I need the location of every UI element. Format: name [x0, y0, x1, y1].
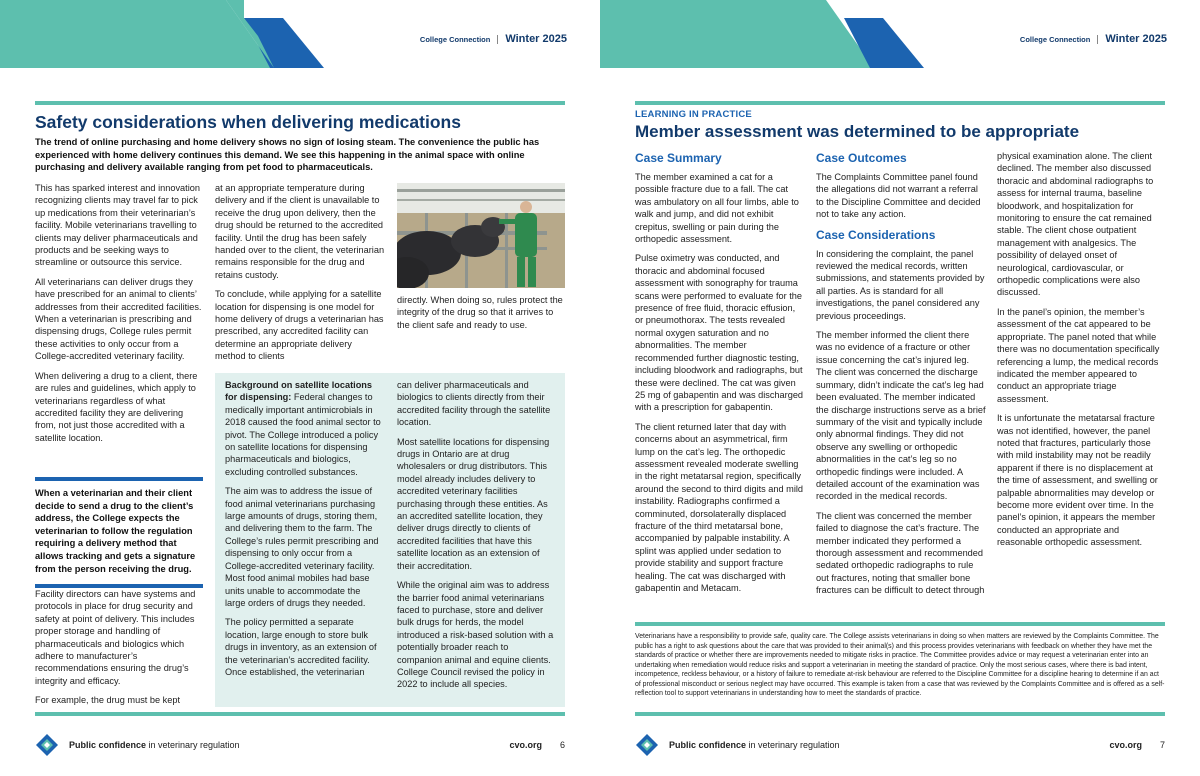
footer-website-link[interactable]: cvo.org: [1109, 740, 1142, 750]
paragraph: Pulse oximetry was conducted, and thoracic and abdominal focused assessment with sonography for trauma scans were performed to evaluate for the presence of free fluid, thoracic effusion, or pneumothorax. The tests revealed normal oxygen saturation and no abnormalities. The member recommended further diagnostic testing, including bloodwork and radiographs, but these were declined. The cat was given 25 mg of gabapentin and was discharged with a prescription for gabapentin.: [635, 253, 804, 413]
article-title: Safety considerations when delivering medications: [35, 112, 461, 132]
disclaimer-text: Veterinarians have a responsibility to provide safe, quality care. The College assists veterinarians in doing so when matters are reviewed by the Complaints Committee. The public has a right to ask questions about the care that was provided to their animal(s) and this process provides veterinarians with feedback on whether they have met the standards of practice or whether there are improvements needed to mitigate risks in practice. The Committee provides advice or may request a veterinarian enter into an undertaking when remediation would reduce risks and support a veterinarian in meeting the standard of practice. Only the most serious cases, where there is bad intent, incompetence, reckless behaviour, or a history of failure to remediate at-risk behaviour are referred to the Discipline Committee for a discipline hearing to determine if an act of professional misconduct or serious neglect may have occurred. This example is taken from a case that was reviewed by the Complaints Committee and is offered as a self-reflection tool to support veterinarians in understanding how to meet the standards of practice.: [635, 633, 1165, 697]
right-column-3: [997, 150, 1167, 556]
issue-season: Winter 2025: [1105, 33, 1167, 45]
case-considerations-heading: Case Considerations: [816, 227, 936, 242]
paragraph: at an appropriate temperature during delivery and if the client is unavailable to receive the drug upon delivery, then the drug should be returned to the accredited facility. Until the drug has been safely handed over to the client, the veterinarian remains responsible for the drug and retains custody.: [215, 183, 385, 280]
left-column-1: [35, 182, 205, 451]
paragraph: Facility directors can have systems and protocols in place for drug security and safety at point of delivery. This includes proper storage and handling of pharmaceuticals and biologics which adhere to manufacturer’s recommendations ensuring the drug’s integrity and efficacy.: [35, 589, 196, 686]
footer-tagline-rest: in veterinary regulation: [746, 740, 840, 750]
section-kicker: LEARNING IN PRACTICE: [635, 109, 752, 120]
paragraph: The member examined a cat for a possible fracture due to a fall. The cat was ambulatory on all four limbs, able to walk and jump, and did not exhibit crepitus, swelling or pain during the orthopedic assessment.: [635, 172, 799, 245]
bottom-rule: [35, 712, 565, 716]
paragraph: In considering the complaint, the panel reviewed the medical records, written submissions, and statements provided by all parties. As is standard for all investigations, the panel considered any previous proceedings.: [816, 248, 985, 321]
paragraph: directly. When doing so, rules protect the integrity of the drug so that it arrives to the client safe and ready to use.: [397, 295, 563, 330]
page-number: 6: [559, 740, 565, 750]
sidebar-lead-text: Federal changes to medically important antimicrobials in 2018 caused the food animal sector to pivot. The College introduced a policy on satellite locations for dispensing pharmaceuticals and biologics, excluding controlled substances.: [225, 392, 381, 477]
article-intro: The trend of online purchasing and home delivery shows no sign of losing steam. The convenience the public has experienced with home delivery continues this demand. We see this happening in the animal space with online purchasing and delivery available ranging from pet food to pharmaceuticals.: [35, 137, 540, 173]
page-number: 7: [1159, 740, 1165, 750]
sidebar-lead: [225, 379, 382, 478]
case-outcomes-column: [816, 151, 986, 604]
paragraph: Most satellite locations for dispensing drugs in Ontario are at drug wholesalers or drug distributors. This model already includes delivery to accredited veterinary facilities purchasing through these entities. As an accredited satellite location, they deliver drugs directly to clients of accredited facilities that have this satellite location as an extension of their accreditation.: [397, 436, 550, 571]
paragraph: It is unfortunate the metatarsal fracture was not identified, however, the panel noted that fractures, particularly those with mild instability may not be readily apparent if there is no displacement at the time of assessment, and swelling or palpable abnormalities may develop or become more evident over time. In the panel’s opinion, it appears the member conducted an appropriate and reasonable orthopedic assessment.: [997, 413, 1158, 548]
left-column-1-bottom: [35, 588, 205, 714]
article-title: Member assessment was determined to be appropriate: [635, 122, 1080, 141]
case-outcomes-heading: Case Outcomes: [816, 151, 907, 165]
cvo-logo-icon: [35, 733, 59, 757]
paragraph: This has sparked interest and innovation recognizing clients may travel far to pick up medications from their veterinarian’s facility. Mobile veterinarians travelling to clients may deliver pharmaceuticals and products and be seeking ways to streamline or outsource this service.: [35, 183, 200, 268]
footer-tagline-rest: in veterinary regulation: [146, 740, 240, 750]
veterinarian-cattle-photo: [397, 183, 565, 288]
pull-quote: When a veterinarian and their client decide to send a drug to the client’s address, the College expects the veterinarian to follow the regulation requiring a delivery method that allows tracking and gets a signature from the person receiving the drug.: [35, 477, 203, 588]
paragraph: To conclude, while applying for a satellite location for dispensing is one model for home delivery of drugs a veterinarian has prescribed, any accredited facility can determine an appropriate delivery method to clients: [215, 289, 384, 362]
left-column-3: [397, 294, 565, 338]
publication-name: College Connection: [420, 35, 498, 44]
paragraph: can deliver pharmaceuticals and biologics to clients directly from their accredited facility through the satellite location.: [397, 380, 551, 428]
paragraph: While the original aim was to address the barrier food animal veterinarians faced to purchase, store and deliver bulk drugs for herds, the model introduced a risk-based solution with a potentially broader reach to companion animal and equine clients. College Council revised the policy in 2022 to include all species.: [397, 580, 554, 690]
title-rule: [35, 101, 565, 105]
footer-tagline-bold: Public confidence: [69, 740, 147, 750]
cvo-logo-icon: [635, 733, 659, 757]
issue-season: Winter 2025: [505, 33, 567, 45]
page-footer: [35, 733, 565, 757]
paragraph: The member informed the client there was no evidence of a fracture or other issue concerning the cat’s injured leg. The client was concerned the discharge summary, didn’t indicate the cat’s leg had been evaluated. The member indicated the discharge instructions serve as a brief summary of the visit and typically include only abnormal findings. They did not observe any swelling or orthopedic abnormalities in the cat’s leg so no orthopedic findings were included. A detailed account of the examination was recorded in the medical records.: [816, 330, 986, 502]
paragraph: In the panel’s opinion, the member’s assessment of the cat appeared to be appropriate. The panel noted that while there was no documentation specifically referencing a lump, the medical records indicated the member appeared to conduct an appropriate triage assessment.: [997, 306, 1160, 404]
disclaimer-top-rule: [635, 622, 1165, 626]
paragraph: The Complaints Committee panel found the allegations did not warrant a referral to the Discipline Committee and decided not to take any action.: [816, 172, 981, 220]
footer-tagline: [669, 740, 840, 750]
left-column-2: [215, 182, 385, 370]
paragraph: physical examination alone. The client declined. The member also discussed thoracic and abdominal radiographs to assess for internal trauma, baseline bloodwork, and hospitalization for monitoring to ensure the cat remained stable. The client chose outpatient management with analgesics. The possibility of delayed onset of neurological, cardiovascular, or orthopedic complications were also discussed.: [997, 151, 1154, 298]
title-rule: [635, 101, 1165, 105]
satellite-locations-sidebar: [215, 373, 565, 707]
paragraph: The policy permitted a separate location, large enough to store bulk drugs in inventory, as an extension of the veterinarian’s accredited facility. Once established, the veterinarian: [225, 617, 377, 677]
paragraph: The aim was to address the issue of food animal veterinarians purchasing large amounts of drugs, storing them, and delivering them to the farm. The College’s rules permit prescribing and dispensing to only occur from a College-accredited veterinary facility. Most food animal mobiles had base units unable to accommodate the large orders of drugs they needed.: [225, 486, 379, 608]
publication-name: College Connection: [1020, 35, 1098, 44]
footer-tagline-bold: Public confidence: [669, 740, 747, 750]
sidebar-column-2: [397, 379, 554, 698]
header-text: [1020, 33, 1167, 45]
paragraph: The client was concerned the member failed to diagnose the cat’s fracture. The member indicated they performed a thorough assessment and recommended sedated orthopedic radiographs to rule out fractures, noting that smaller bone fractures can be difficult to detect through: [816, 510, 985, 596]
paragraph: When delivering a drug to a client, there are rules and guidelines, which apply to veterinarians regardless of what accredited facility they are delivering from, not just those accredited with a satellite location.: [35, 370, 198, 443]
sidebar-lead-heading: Background on satellite locations for dispensing:: [225, 380, 373, 403]
case-summary-heading: Case Summary: [635, 151, 722, 165]
case-summary-column: [635, 151, 805, 601]
footer-tagline: [69, 740, 240, 750]
page-footer: [635, 733, 1165, 757]
right-page: [600, 0, 1200, 776]
bottom-rule: [635, 712, 1165, 716]
paragraph: The client returned later that day with concerns about an asymmetrical, firm lump on the cat’s leg. The orthopedic assessment revealed moderate swelling in the right metatarsal region, specifically around the second to third digits and mild instability. Radiographs confirmed a comminuted, dorsolaterally displaced fracture of the third metatarsal bone, accompanied by palpable instability. A splint was applied under sedation to provide stability and support fracture healing. The cat was discharged with gabapentin and Metacam.: [635, 421, 804, 593]
sidebar-column-1: [225, 379, 382, 685]
paragraph: All veterinarians can deliver drugs they have prescribed for an animal to clients’ addresses from their accredited facilities. When a veterinarian is prescribing and dispensing drugs, College rules permit these activities to only occur from a College-accredited veterinary facility.: [35, 276, 202, 362]
header-text: [420, 33, 567, 45]
paragraph: For example, the drug must be kept: [35, 695, 181, 706]
footer-website-link[interactable]: cvo.org: [509, 740, 542, 750]
